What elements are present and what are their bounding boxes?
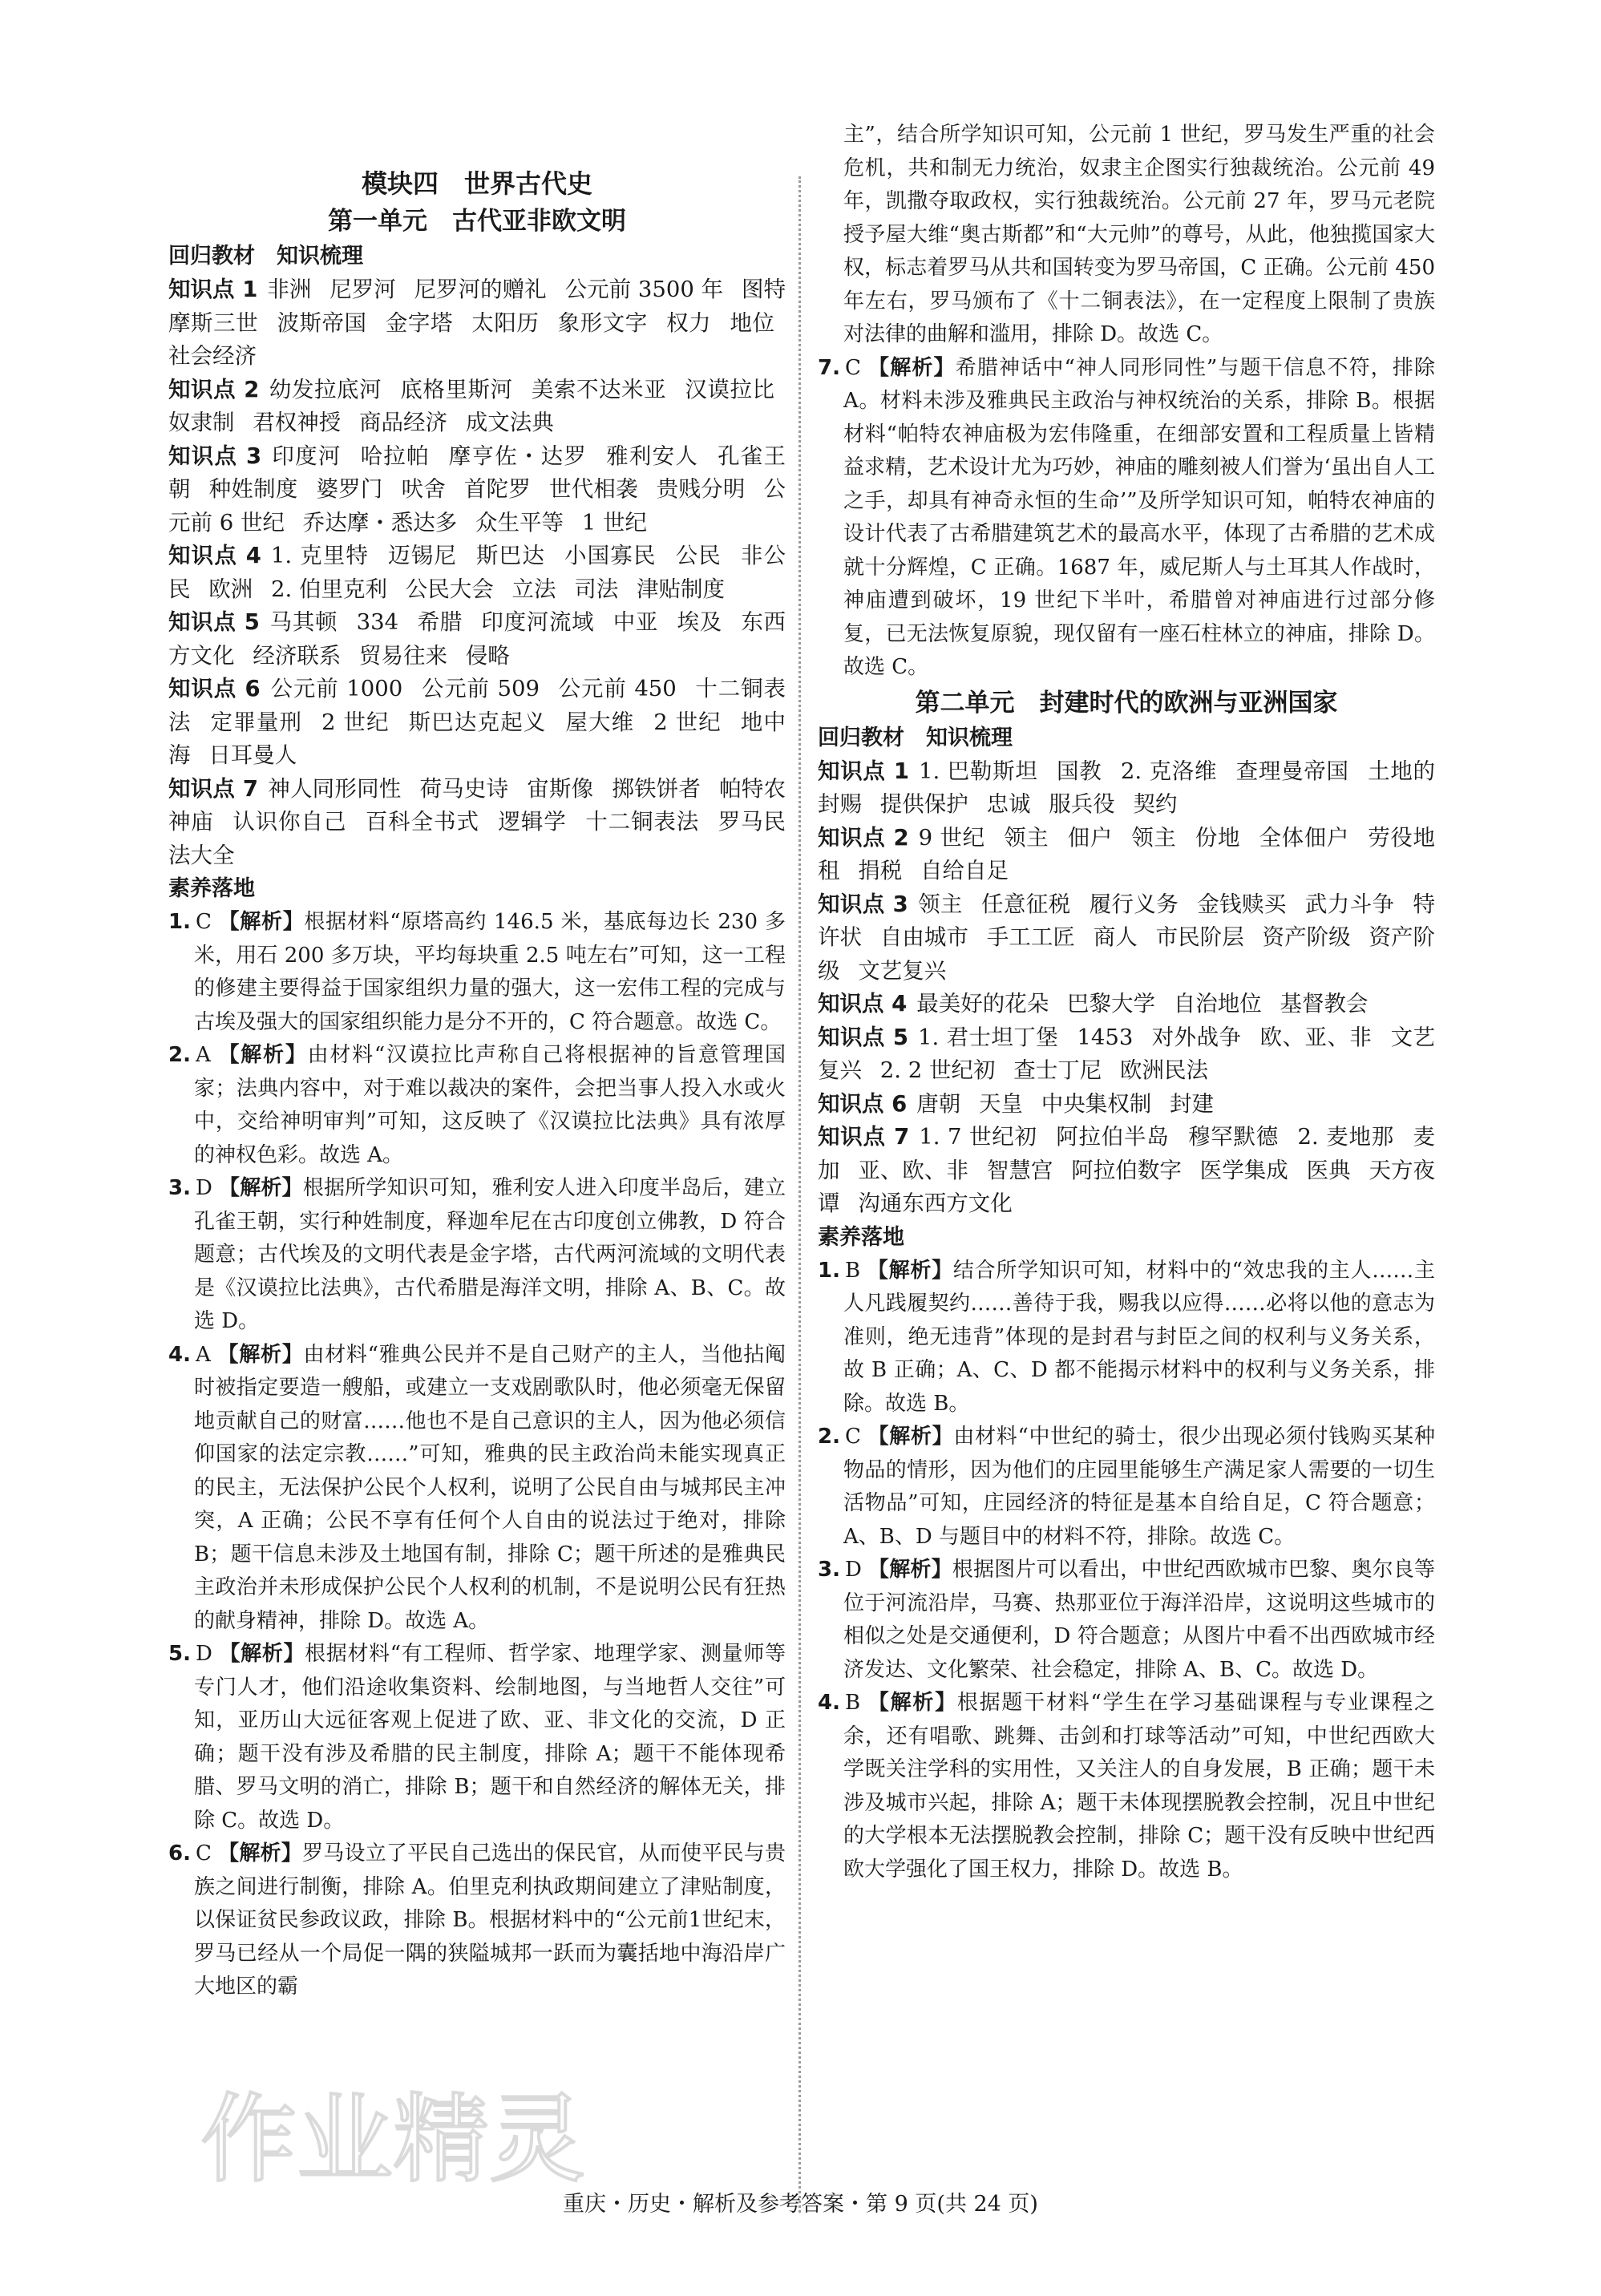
knowledge-term: 非洲 — [267, 277, 312, 302]
knowledge-term: 欧洲 — [208, 576, 253, 602]
knowledge-term: 尼罗河的赠礼 — [414, 277, 547, 302]
knowledge-point-label: 知识点 4 — [168, 543, 261, 568]
answer-choice: C — [844, 1425, 861, 1449]
knowledge-term: 美索不达米亚 — [531, 376, 667, 402]
answer-choice: C — [195, 910, 212, 934]
right-column — [818, 119, 1435, 1886]
knowledge-term: 公民 — [675, 543, 722, 568]
analysis-tag: 【解析】 — [867, 1691, 957, 1715]
knowledge-term: 众生平等 — [475, 509, 564, 536]
knowledge-term: 屋大维 — [565, 709, 635, 735]
knowledge-term: 领主 — [1131, 824, 1177, 851]
knowledge-term: 任意征税 — [980, 891, 1071, 917]
answer-number: 3. — [818, 1558, 840, 1582]
knowledge-term: 定罪量刑 — [210, 709, 303, 735]
knowledge-term: 乔达摩・悉达多 — [302, 509, 458, 536]
analysis-tag: 【解析】 — [216, 1342, 304, 1367]
knowledge-term: 智慧宫 — [986, 1157, 1053, 1183]
answer-number: 1. — [168, 910, 191, 934]
analysis-tag: 【解析】 — [217, 910, 305, 934]
answer-choice: D — [195, 1642, 212, 1666]
knowledge-point — [168, 540, 786, 606]
knowledge-term: 贸易往来 — [359, 642, 447, 669]
analysis-text: 希腊神话中“神人同形同性”与题干信息不符，排除 A。材料未涉及雅典民主政治与神权统治的关系，排除 B。根据材料“帕特农神庙极为宏伟隆重，在细部安置和工程质量上皆精益求精，艺术设计尤为巧妙，神庙的雕刻被人们誉为‘虽出自人工之手，却具有神奇永恒的生命’”及所学知识可知，帕特农神庙的设计代表了古希腊建筑艺术的最高水平，体现了古希腊的艺术成就十分辉煌，C 正确。1687 年，威尼斯人与土耳其人作战时，神庙遭到破坏，19 世纪下半叶，希腊曾对神庙进行过部分修复，已无法恢复原貌，现仅留有一座石柱林立的神庙，排除 D。故选 C。 — [843, 355, 1435, 679]
section-practice-heading: 素养落地 — [818, 1224, 904, 1250]
knowledge-term: 巴黎大学 — [1066, 991, 1155, 1017]
knowledge-term: 阿拉伯数字 — [1071, 1157, 1182, 1183]
knowledge-term: 1. 君士坦丁堡 — [918, 1024, 1059, 1050]
knowledge-term: 自给自足 — [920, 858, 1009, 883]
unit-title: 第一单元 古代亚非欧文明 — [328, 207, 626, 236]
knowledge-term: 领主 — [1004, 824, 1049, 851]
answer-item — [818, 1554, 1435, 1687]
knowledge-term: 罗马民法大全 — [168, 809, 786, 868]
knowledge-point — [168, 374, 786, 440]
knowledge-term: 尼罗河 — [329, 277, 396, 302]
section-review-heading: 回归教材 知识梳理 — [818, 725, 1013, 750]
column-divider — [798, 176, 801, 2213]
knowledge-term: 金字塔 — [385, 309, 453, 336]
knowledge-point-label: 知识点 3 — [818, 891, 908, 917]
knowledge-term: 亚、欧、非 — [858, 1157, 969, 1183]
knowledge-point-label: 知识点 5 — [818, 1024, 909, 1050]
answer-item — [168, 1638, 786, 1837]
answer-choice: B — [844, 1691, 861, 1715]
knowledge-term: 医学集成 — [1199, 1157, 1288, 1183]
knowledge-point — [818, 888, 1435, 988]
answer-choice: C — [844, 355, 861, 380]
knowledge-term: 沟通东西方文化 — [858, 1190, 1013, 1216]
knowledge-term: 宙斯像 — [527, 775, 594, 802]
knowledge-term: 成文法典 — [465, 410, 554, 435]
knowledge-term: 东西方文化 — [168, 609, 786, 669]
knowledge-point — [818, 822, 1435, 888]
knowledge-term: 佃户 — [1067, 824, 1113, 851]
knowledge-term: 中央集权制 — [1041, 1090, 1152, 1117]
answer-choice: D — [195, 1176, 212, 1200]
section-practice-heading: 素养落地 — [168, 876, 255, 901]
knowledge-term: 斯巴达克起义 — [408, 709, 547, 735]
answer-number: 1. — [818, 1258, 840, 1283]
knowledge-term: 劳役地租 — [818, 824, 1436, 883]
knowledge-term: 9 世纪 — [918, 824, 985, 851]
answer-number: 7. — [818, 355, 840, 380]
knowledge-term: 世代相袭 — [548, 476, 638, 502]
knowledge-term: 君权神授 — [253, 410, 342, 435]
knowledge-term: 神人同形同性 — [268, 775, 402, 802]
answer-item — [818, 1687, 1435, 1886]
knowledge-term: 荷马史诗 — [419, 775, 509, 802]
knowledge-term: 地位 — [730, 309, 775, 336]
knowledge-term: 贵贱分明 — [656, 476, 746, 502]
answer-number: 4. — [818, 1691, 840, 1715]
knowledge-point-label: 知识点 7 — [168, 775, 259, 802]
analysis-tag: 【解析】 — [218, 1642, 305, 1666]
knowledge-term: 天皇 — [978, 1090, 1023, 1117]
knowledge-term: 1453 — [1077, 1024, 1134, 1050]
knowledge-term: 幼发拉底河 — [269, 376, 382, 402]
answer-choice: A — [195, 1342, 211, 1367]
knowledge-term: 1 世纪 — [581, 509, 647, 536]
knowledge-term: 希腊 — [417, 609, 463, 635]
knowledge-term: 武力斗争 — [1304, 891, 1395, 917]
knowledge-term: 2. 伯里克利 — [271, 576, 387, 602]
knowledge-term: 权力 — [666, 309, 712, 336]
knowledge-term: 帕特农神庙 — [168, 775, 786, 835]
analysis-tag: 【解析】 — [216, 1043, 308, 1067]
analysis-tag: 【解析】 — [217, 1841, 303, 1866]
knowledge-term: 麦加 — [818, 1124, 1435, 1183]
analysis-tag: 【解析】 — [867, 1558, 952, 1582]
knowledge-term: 欧洲民法 — [1119, 1057, 1208, 1083]
knowledge-list — [818, 755, 1435, 1221]
answer-number: 4. — [168, 1342, 191, 1367]
knowledge-point — [168, 440, 786, 540]
knowledge-term: 2. 克洛维 — [1120, 758, 1218, 784]
knowledge-point-label: 知识点 1 — [818, 758, 910, 784]
knowledge-term: 334 — [356, 609, 399, 635]
unit-title: 第二单元 封建时代的欧洲与亚洲国家 — [915, 688, 1338, 718]
knowledge-point — [818, 988, 1435, 1021]
knowledge-point-label: 知识点 2 — [818, 824, 909, 851]
answer-choice: C — [195, 1841, 212, 1866]
knowledge-term: 医典 — [1306, 1157, 1351, 1183]
knowledge-term: 逻辑学 — [498, 809, 567, 835]
knowledge-point-label: 知识点 5 — [168, 609, 260, 635]
answer-item — [168, 1339, 786, 1639]
knowledge-term: 公民大会 — [405, 576, 494, 602]
answer-item — [168, 1039, 786, 1172]
knowledge-term: 首陀罗 — [463, 476, 532, 502]
knowledge-point-label: 知识点 1 — [168, 277, 258, 302]
knowledge-term: 2 世纪 — [653, 709, 722, 735]
knowledge-term: 迈锡尼 — [388, 543, 458, 568]
knowledge-term: 自治地位 — [1173, 991, 1262, 1017]
knowledge-term: 中亚 — [613, 609, 659, 635]
knowledge-term: 对外战争 — [1151, 1024, 1242, 1050]
knowledge-term: 印度河流域 — [481, 609, 595, 635]
knowledge-term: 种姓制度 — [208, 476, 298, 502]
knowledge-term: 土地的封赐 — [818, 758, 1436, 817]
knowledge-term: 封建 — [1169, 1090, 1214, 1117]
knowledge-term: 提供保护 — [879, 791, 968, 817]
answer-number: 3. — [168, 1176, 191, 1200]
analysis-text: 根据材料“原塔高约 146.5 米，基底每边长 230 多米，用石 200 多万块，平均每块重 2.5 吨左右”可知，这一工程的修建主要得益于国家组织力量的强大，这一宏伟工程的完成与古埃及强大的国家组织能力是分不开的，C 符合题意。故选 C。 — [194, 910, 786, 1034]
knowledge-term: 契约 — [1133, 791, 1178, 817]
knowledge-term: 公元前 450 — [558, 676, 677, 701]
analysis-text: 根据图片可以看出，中世纪西欧城市巴黎、奥尔良等位于河流沿岸，马赛、热那亚位于海洋沿岸，这说明这些城市的相似之处是交通便利，D 符合题意；从图片中看不出西欧城市经济发达、文化繁荣、社会稳定，排除 A、B、C。故选 D。 — [843, 1558, 1435, 1682]
analysis-text: 由材料“雅典公民并不是自己财产的主人，当他拈阄时被指定要造一艘船，或建立一支戏剧歌队时，他必须毫无保留地贡献自己的财富……他也不是自己意识的主人，因为他必须信仰国家的法定宗教……”可知，雅典的民主政治尚未能实现真正的民主，无法保护公民个人权利，说明了公民自由与城邦民主冲突，A 正确；公民不享有任何个人自由的说法过于绝对，排除 B；题干信息未涉及土地国有制，排除 C；题干所述的是雅典民主政治并未形成保护公民个人权利的机制，不是说明公民有狂热的献身精神，排除 D。故选 A。 — [194, 1342, 786, 1633]
knowledge-term: 份地 — [1195, 824, 1241, 851]
analysis-text: 结合所学知识可知，材料中的“效忠我的主人……主人凡践履契约……善待于我，赐我以应得……必将以他的意志为准则，绝无违背”体现的是封君与封臣之间的权利与义务关系，故 B 正确；A、C、D 都不能揭示材料中的权利与义务关系，排除。故选 B。 — [843, 1258, 1435, 1416]
analysis-text: 根据所学知识可知，雅利安人进入印度半岛后，建立孔雀王朝，实行种姓制度，释迦牟尼在古印度创立佛教，D 符合题意；古代埃及的文明代表是金字塔，古代两河流域的文明代表是《汉谟拉比法典》，古代希腊是海洋文明，排除 A、B、C。故选 D。 — [194, 1176, 786, 1333]
analysis-tag: 【解析】 — [867, 1425, 954, 1449]
knowledge-term: 图特摩斯三世 — [168, 277, 786, 336]
knowledge-term: 1. 克里特 — [270, 543, 370, 568]
answer-item — [818, 1421, 1435, 1554]
analysis-text: 根据题干材料“学生在学习基础课程与专业课程之余，还有唱歌、跳舞、击剑和打球等活动”可知，中世纪西欧大学既关注学科的实用性，又关注人的自身发展，B 正确；题干未涉及城市兴起，排除 A；题干未体现摆脱教会控制，况且中世纪的大学根本无法摆脱教会控制，排除 C；题干没有反映中世纪西欧大学强化了国王权力，排除 D。故选 B。 — [843, 1691, 1435, 1882]
knowledge-point-label: 知识点 2 — [168, 376, 260, 402]
knowledge-term: 十二铜表法 — [168, 676, 786, 735]
knowledge-term: 孔雀王朝 — [168, 443, 786, 502]
knowledge-term: 文艺复兴 — [858, 957, 947, 984]
knowledge-point — [818, 1021, 1435, 1088]
knowledge-point — [818, 1121, 1435, 1221]
knowledge-point — [168, 673, 786, 773]
knowledge-term: 公元前 6 世纪 — [168, 476, 786, 536]
knowledge-term: 非公民 — [168, 543, 786, 602]
knowledge-term: 公元前 509 — [421, 676, 540, 701]
knowledge-term: 波斯帝国 — [277, 309, 367, 336]
knowledge-term: 履行义务 — [1089, 891, 1179, 917]
answer-choice: A — [195, 1043, 211, 1067]
knowledge-term: 自由城市 — [879, 924, 969, 950]
analysis-text: 罗马设立了平民自己选出的保民官，从而使平民与贵族之间进行制衡，排除 A。伯里克利执政期间建立了津贴制度，以保证贫民参政议政，排除 B。根据材料中的“公元前1世纪末，罗马已经从一个局促一隅的狭隘城邦一跃而为囊括地中海沿岸广大地区的霸 — [194, 1841, 786, 1999]
analysis-text: 由材料“汉谟拉比声称自己将根据神的旨意管理国家；法典内容中，对于难以裁决的案件，会把当事人投入水或火中，交给神明审判”可知，这反映了《汉谟拉比法典》具有浓厚的神权色彩。故选 A。 — [194, 1043, 786, 1167]
knowledge-term: 奴隶制 — [168, 410, 235, 435]
knowledge-term: 捐税 — [858, 858, 903, 883]
answer-continuation: 主”，结合所学知识可知，公元前 1 世纪，罗马发生严重的社会危机，共和制无力统治，奴隶主企图实行独裁统治。公元前 49 年，凯撒夺取政权，实行独裁统治。公元前 27 年，罗马元老院授予屋大维“奥古斯都”和“大元帅”的尊号，从此，他独揽国家大权，标志着罗马从共和国转变为罗马帝国，C 正确。公元前 450 年左右，罗马颁布了《十二铜表法》，在一定程度上限制了贵族对法律的曲解和滥用，排除 D。故选 C。 — [843, 123, 1435, 346]
page-footer: 重庆・历史・解析及参考答案・第 9 页(共 24 页) — [563, 2192, 1038, 2217]
knowledge-point — [168, 773, 786, 873]
section-review-heading: 回归教材 知识梳理 — [168, 244, 363, 269]
knowledge-term: 2. 2 世纪初 — [879, 1057, 996, 1083]
analysis-text: 由材料“中世纪的骑士，很少出现必须付钱购买某种物品的情形，因为他们的庄园里能够生产满足家人需要的一切生活物品”可知，庄园经济的特征是基本自给自足，C 符合题意；A、B、D 与题目中的材料不符，排除。故选 C。 — [843, 1425, 1435, 1549]
knowledge-term: 哈拉帕 — [360, 443, 430, 469]
knowledge-term: 商品经济 — [359, 410, 447, 435]
knowledge-term: 公元前 1000 — [269, 676, 403, 701]
knowledge-term: 全体佃户 — [1259, 824, 1349, 851]
knowledge-term: 经济联系 — [253, 642, 342, 669]
analysis-tag: 【解析】 — [218, 1176, 303, 1200]
knowledge-term: 穆罕默德 — [1187, 1124, 1279, 1150]
knowledge-point — [818, 1088, 1435, 1122]
knowledge-term: 最美好的花朵 — [916, 991, 1049, 1017]
answer-item — [168, 1837, 786, 2004]
analysis-text: 根据材料“有工程师、哲学家、地理学家、测量师等专门人才，他们沿途收集资料、绘制地图，与当地哲人交往”可知，亚历山大远征客观上促进了欧、亚、非文化的交流，D 正确；题干没有涉及希腊的民主制度，排除 A；题干不能体现希腊、罗马文明的消亡，排除 B；题干和自然经济的解体无关，排除 C。故选 D。 — [194, 1642, 786, 1833]
knowledge-point-label: 知识点 4 — [818, 991, 908, 1017]
knowledge-term: 百科全书式 — [365, 809, 479, 835]
knowledge-term: 底格里斯河 — [400, 376, 513, 402]
knowledge-term: 马其顿 — [269, 609, 338, 635]
answer-item — [168, 906, 786, 1039]
knowledge-term: 资产阶级 — [818, 924, 1436, 984]
knowledge-point — [818, 755, 1435, 822]
knowledge-term: 认识你自己 — [232, 809, 347, 835]
knowledge-term: 公元前 3500 年 — [564, 277, 724, 302]
knowledge-term: 查理曼帝国 — [1235, 758, 1349, 784]
knowledge-term: 社会经济 — [168, 343, 257, 369]
knowledge-term: 印度河 — [271, 443, 342, 469]
knowledge-term: 阿拉伯半岛 — [1056, 1124, 1170, 1150]
knowledge-point-label: 知识点 6 — [168, 676, 261, 701]
knowledge-point-label: 知识点 6 — [818, 1090, 908, 1117]
knowledge-list — [168, 273, 786, 872]
knowledge-term: 忠诚 — [986, 791, 1031, 817]
knowledge-term: 唐朝 — [916, 1090, 961, 1117]
knowledge-term: 基督教会 — [1280, 991, 1369, 1017]
knowledge-term: 1. 巴勒斯坦 — [919, 758, 1038, 784]
answer-choice: B — [844, 1258, 861, 1283]
answer-number: 2. — [168, 1043, 191, 1067]
knowledge-term: 商人 — [1093, 924, 1138, 950]
knowledge-term: 服兵役 — [1049, 791, 1115, 817]
knowledge-point — [168, 273, 786, 374]
watermark-logo — [168, 2068, 794, 2205]
knowledge-term: 市民阶层 — [1155, 924, 1244, 950]
knowledge-term: 小国寡民 — [564, 543, 657, 568]
analysis-tag: 【解析】 — [867, 355, 956, 380]
knowledge-term: 十二铜表法 — [585, 809, 700, 835]
knowledge-term: 日耳曼人 — [208, 742, 297, 768]
knowledge-point — [168, 606, 786, 673]
knowledge-term: 天方夜谭 — [818, 1157, 1436, 1216]
answer-number: 6. — [168, 1841, 191, 1866]
answer-list — [818, 352, 1435, 685]
left-column — [168, 164, 786, 2004]
knowledge-term: 2 世纪 — [321, 709, 390, 735]
knowledge-term: 资产阶级 — [1262, 924, 1351, 950]
knowledge-term: 2. 麦地那 — [1297, 1124, 1394, 1150]
knowledge-term: 侵略 — [465, 642, 510, 669]
knowledge-term: 领主 — [917, 891, 963, 917]
answer-number: 5. — [168, 1642, 191, 1666]
knowledge-term: 掷铁饼者 — [612, 775, 701, 802]
knowledge-term: 斯巴达 — [475, 543, 546, 568]
knowledge-term: 津贴制度 — [636, 576, 725, 602]
answer-item — [818, 352, 1435, 685]
watermark-text: 作业精灵 — [200, 2084, 585, 2196]
knowledge-term: 地中海 — [168, 709, 786, 768]
knowledge-term: 摩亨佐・达罗 — [448, 443, 588, 469]
analysis-tag: 【解析】 — [867, 1258, 953, 1283]
knowledge-term: 立法 — [511, 576, 556, 602]
knowledge-term: 查士丁尼 — [1013, 1057, 1102, 1083]
knowledge-term: 雅利安人 — [606, 443, 699, 469]
knowledge-term: 太阳历 — [471, 309, 540, 336]
answer-number: 2. — [818, 1425, 840, 1449]
knowledge-term: 金钱赎买 — [1197, 891, 1287, 917]
answer-list — [168, 906, 786, 2004]
knowledge-term: 司法 — [574, 576, 619, 602]
answer-item — [818, 1255, 1435, 1421]
knowledge-term: 汉谟拉比 — [685, 376, 775, 402]
knowledge-term: 文艺复兴 — [818, 1024, 1436, 1083]
knowledge-term: 吠舍 — [401, 476, 446, 502]
answer-choice: D — [844, 1558, 862, 1582]
knowledge-term: 象形文字 — [557, 309, 648, 336]
answer-list — [818, 1255, 1435, 1887]
knowledge-point-label: 知识点 3 — [168, 443, 262, 469]
knowledge-term: 特许状 — [818, 891, 1436, 950]
knowledge-term: 埃及 — [677, 609, 722, 635]
answer-item — [168, 1172, 786, 1339]
module-title: 模块四 世界古代史 — [361, 168, 592, 199]
knowledge-term: 手工工匠 — [986, 924, 1075, 950]
knowledge-term: 欧、亚、非 — [1259, 1024, 1373, 1050]
knowledge-term: 国教 — [1057, 758, 1102, 784]
knowledge-term: 婆罗门 — [316, 476, 383, 502]
knowledge-term: 1. 7 世纪初 — [919, 1124, 1037, 1150]
knowledge-point-label: 知识点 7 — [818, 1124, 910, 1150]
